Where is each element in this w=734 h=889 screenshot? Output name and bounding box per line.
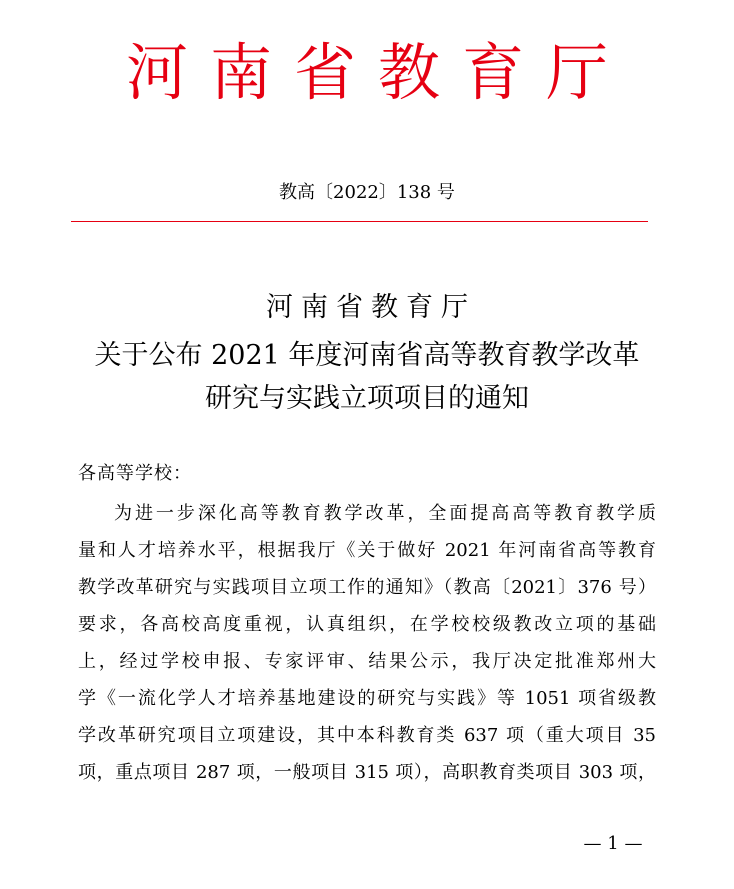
body-line: 为进一步深化高等教育教学改革，全面提高高等教育教学质 [114,503,656,524]
title-line-1: 河南省教育厅 [266,292,476,323]
red-divider-line [71,221,648,222]
title-line-2: 关于公布 2021 年度河南省高等教育教学改革 [94,340,640,371]
body-line: 学《一流化学人才培养基地建设的研究与实践》等 1051 项省级教 [78,688,656,709]
body-line: 量和人才培养水平，根据我厅《关于做好 2021 年河南省高等教育 [78,540,656,561]
salutation: 各高等学校： [78,463,192,484]
document-number: 教高〔2022〕138 号 [279,182,455,203]
body-line: 学改革研究项目立项建设，其中本科教育类 637 项（重大项目 35 [78,725,656,746]
body-line: 上，经过学校申报、专家评审、结果公示，我厅决定批准郑州大 [78,651,656,672]
page-number: — 1 — [583,833,643,854]
body-line: 教学改革研究与实践项目立项工作的通知》（教高〔2021〕376 号） [78,577,656,598]
issuer-header: 河南省教育厅 [125,36,630,109]
body-line: 项，重点项目 287 项，一般项目 315 项），高职教育类项目 303 项， [78,762,656,783]
body-line: 要求，各高校高度重视，认真组织，在学校校级教改立项的基础 [78,614,656,635]
title-line-3: 研究与实践立项项目的通知 [205,383,529,414]
